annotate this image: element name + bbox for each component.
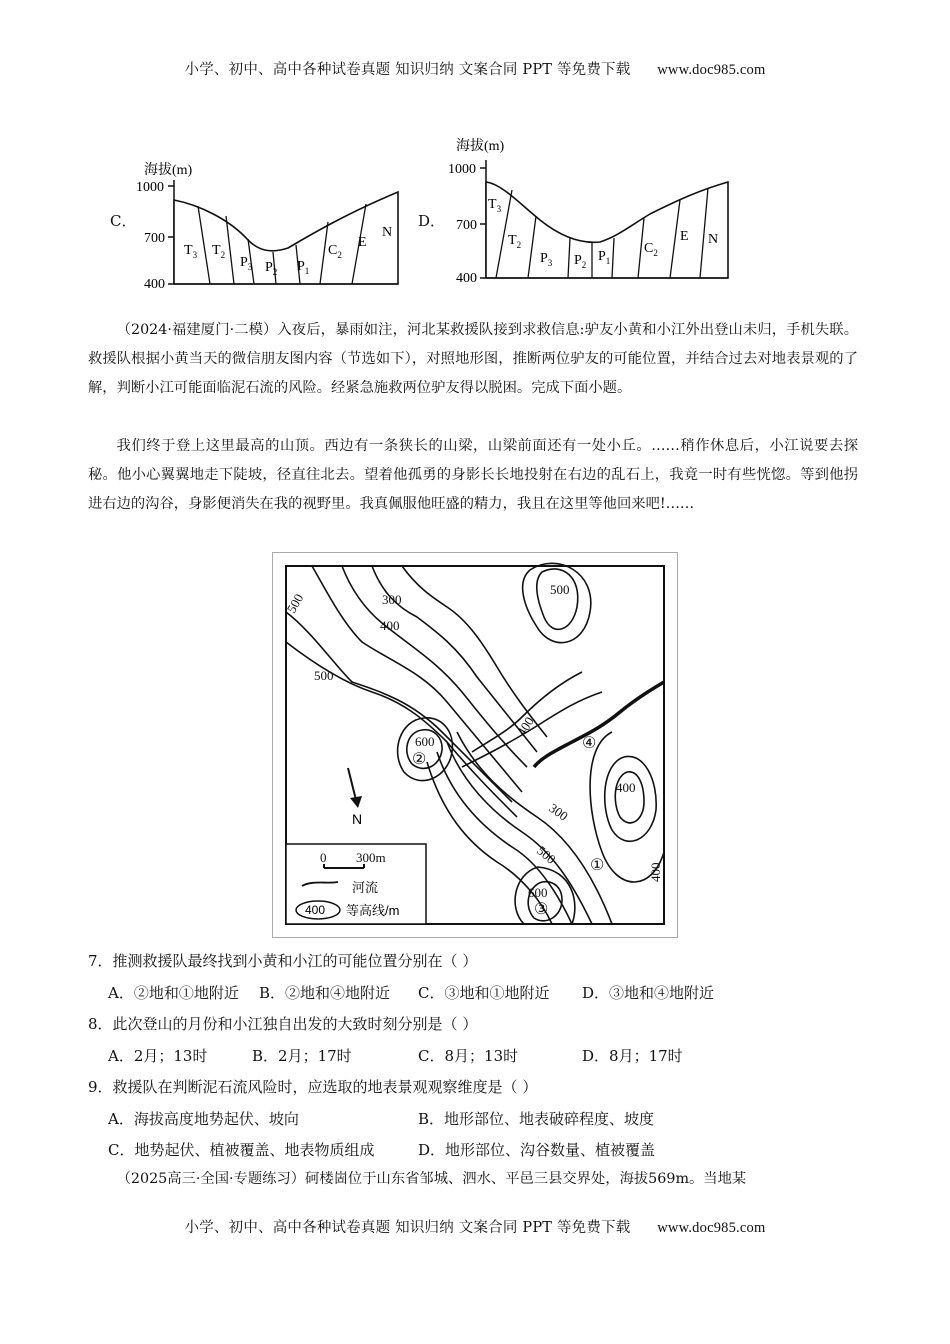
option-c-label[interactable]: C．	[110, 212, 137, 230]
q9-option-a[interactable]: A．海拔高度地势起伏、坡向	[108, 1110, 299, 1128]
contour-label: 600	[415, 734, 435, 749]
intro-paragraph: （2024·福建厦门·二模）入夜后，暴雨如注，河北某救援队接到求救信息:驴友小黄和小江外出登山未归，手机失联。救援队根据小黄当天的微信朋友图内容（节选如下），对照地形图，推断两位驴友的可能位置，并结合过去对地表景观的了解，判断小江可能面临泥石流的风险。经紧急施救两位驴友得以脱困。完成下面小题。	[88, 322, 858, 396]
profile-c-tick-400: 400	[144, 277, 165, 292]
q9-option-c[interactable]: C．地势起伏、植被覆盖、地表物质组成	[108, 1141, 375, 1159]
q7-option-c[interactable]: C．③地和①地附近	[418, 984, 550, 1002]
profile-d-axis-title: 海拔(m)	[456, 139, 505, 154]
option-d-label[interactable]: D．	[418, 212, 446, 230]
svg-text:P3: $P_3$	[240, 255, 253, 272]
footer-text: 小学、初中、高中各种试卷真题 知识归纳 文案合同 PPT 等免费下载	[184, 1220, 631, 1236]
svg-text:E: E	[680, 229, 689, 244]
profile-c-axis-title: 海拔(m)	[144, 163, 193, 178]
contour-label: 400	[616, 780, 636, 795]
svg-text:P1: $P_1$	[598, 249, 611, 266]
q7-option-d[interactable]: D．③地和④地附近	[582, 984, 715, 1002]
q8-option-b[interactable]: B．2月；17时	[252, 1047, 352, 1065]
legend-river-label: 河流	[352, 880, 379, 895]
contour-label: 500	[314, 668, 334, 683]
svg-text:P2: $P_2$	[265, 260, 278, 277]
q9-option-d[interactable]: D．地形部位、沟谷数量、植被覆盖	[418, 1141, 656, 1159]
svg-text:N: N	[708, 232, 719, 247]
page-footer	[0, 1216, 950, 1237]
page-header	[0, 58, 950, 79]
svg-text:T3: $T_3$	[488, 197, 502, 214]
contour-label: 400	[513, 714, 537, 739]
profile-d-tick-700: 700	[456, 218, 477, 233]
q8-option-a[interactable]: A．2月；13时	[108, 1047, 208, 1065]
point-3: ③	[534, 901, 549, 918]
point-1: ①	[590, 857, 605, 874]
profile-d-tick-400: 400	[456, 271, 477, 286]
question-8: 8．此次登山的月份和小江独自出发的大致时刻分别是（ ）	[88, 1015, 478, 1033]
story-paragraph: 我们终于登上这里最高的山顶。西边有一条狭长的山梁，山梁前面还有一处小丘。……稍作休息后，小江说要去探秘。他小心翼翼地走下陡坡，径直往北去。望着他孤勇的身影长长地投射在右边的乱石上，我竟一时有些恍惚。等到他拐进右边的沟谷，身影便消失在我的视野里。我真佩服他旺盛的精力，我且在这里等他回来吧!……	[88, 438, 858, 512]
svg-text:E: E	[358, 235, 367, 250]
q8-option-c[interactable]: C．8月；13时	[418, 1047, 519, 1065]
header-site[interactable]: www.doc985.com	[657, 62, 766, 78]
point-2: ②	[412, 751, 427, 768]
q9-option-b[interactable]: B．地形部位、地表破碎程度、坡度	[418, 1110, 655, 1128]
svg-text:P2: $P_2$	[574, 253, 587, 270]
profile-d-tick-1000: 1000	[448, 162, 476, 177]
svg-text:T3: $T_3$	[184, 243, 198, 260]
svg-text:P3: $P_3$	[540, 251, 553, 268]
contour-label: 500	[550, 582, 570, 597]
point-4: ④	[582, 735, 597, 752]
scale-distance: 300m	[356, 850, 386, 865]
contour-label: 500	[534, 842, 559, 867]
svg-text:N: N	[382, 225, 393, 240]
contour-map	[272, 552, 678, 938]
svg-text:T2: $T_2$	[508, 233, 522, 250]
contour-label: 300	[382, 592, 402, 607]
svg-text:C2: $C_2$	[328, 243, 342, 260]
svg-text:C2: $C_2$	[644, 241, 658, 258]
next-passage-start: （2025高三·全国·专题练习）砢楼崮位于山东省邹城、泗水、平邑三县交界处，海拔569m。当地某	[116, 1171, 747, 1187]
legend-contour-value: 400	[305, 903, 326, 917]
profile-d-diagram	[440, 128, 740, 288]
profile-c-tick-1000: 1000	[136, 180, 164, 195]
scale-zero: 0	[320, 850, 327, 865]
question-9: 9．救援队在判断泥石流风险时，应选取的地表景观观察维度是（ ）	[88, 1078, 538, 1096]
question-7: 7．推测救援队最终找到小黄和小江的可能位置分别在（ ）	[88, 952, 478, 970]
profile-c-tick-700: 700	[144, 231, 165, 246]
q7-option-a[interactable]: A．②地和①地附近	[108, 984, 239, 1002]
contour-label: 600	[528, 885, 548, 900]
contour-label: 400	[648, 862, 663, 882]
contour-label: 300	[546, 800, 571, 824]
contour-label: 500	[283, 591, 307, 616]
profile-c-diagram	[130, 150, 410, 295]
header-text: 小学、初中、高中各种试卷真题 知识归纳 文案合同 PPT 等免费下载	[184, 62, 631, 78]
q8-option-d[interactable]: D．8月；17时	[582, 1047, 683, 1065]
q7-option-b[interactable]: B．②地和④地附近	[259, 984, 391, 1002]
svg-text:T2: $T_2$	[212, 243, 226, 260]
legend-contour-label: 等高线/m	[346, 903, 400, 918]
footer-site[interactable]: www.doc985.com	[657, 1220, 766, 1236]
north-label: N	[352, 811, 363, 827]
svg-text:P1: $P_1$	[297, 259, 310, 276]
contour-label: 400	[380, 618, 400, 633]
